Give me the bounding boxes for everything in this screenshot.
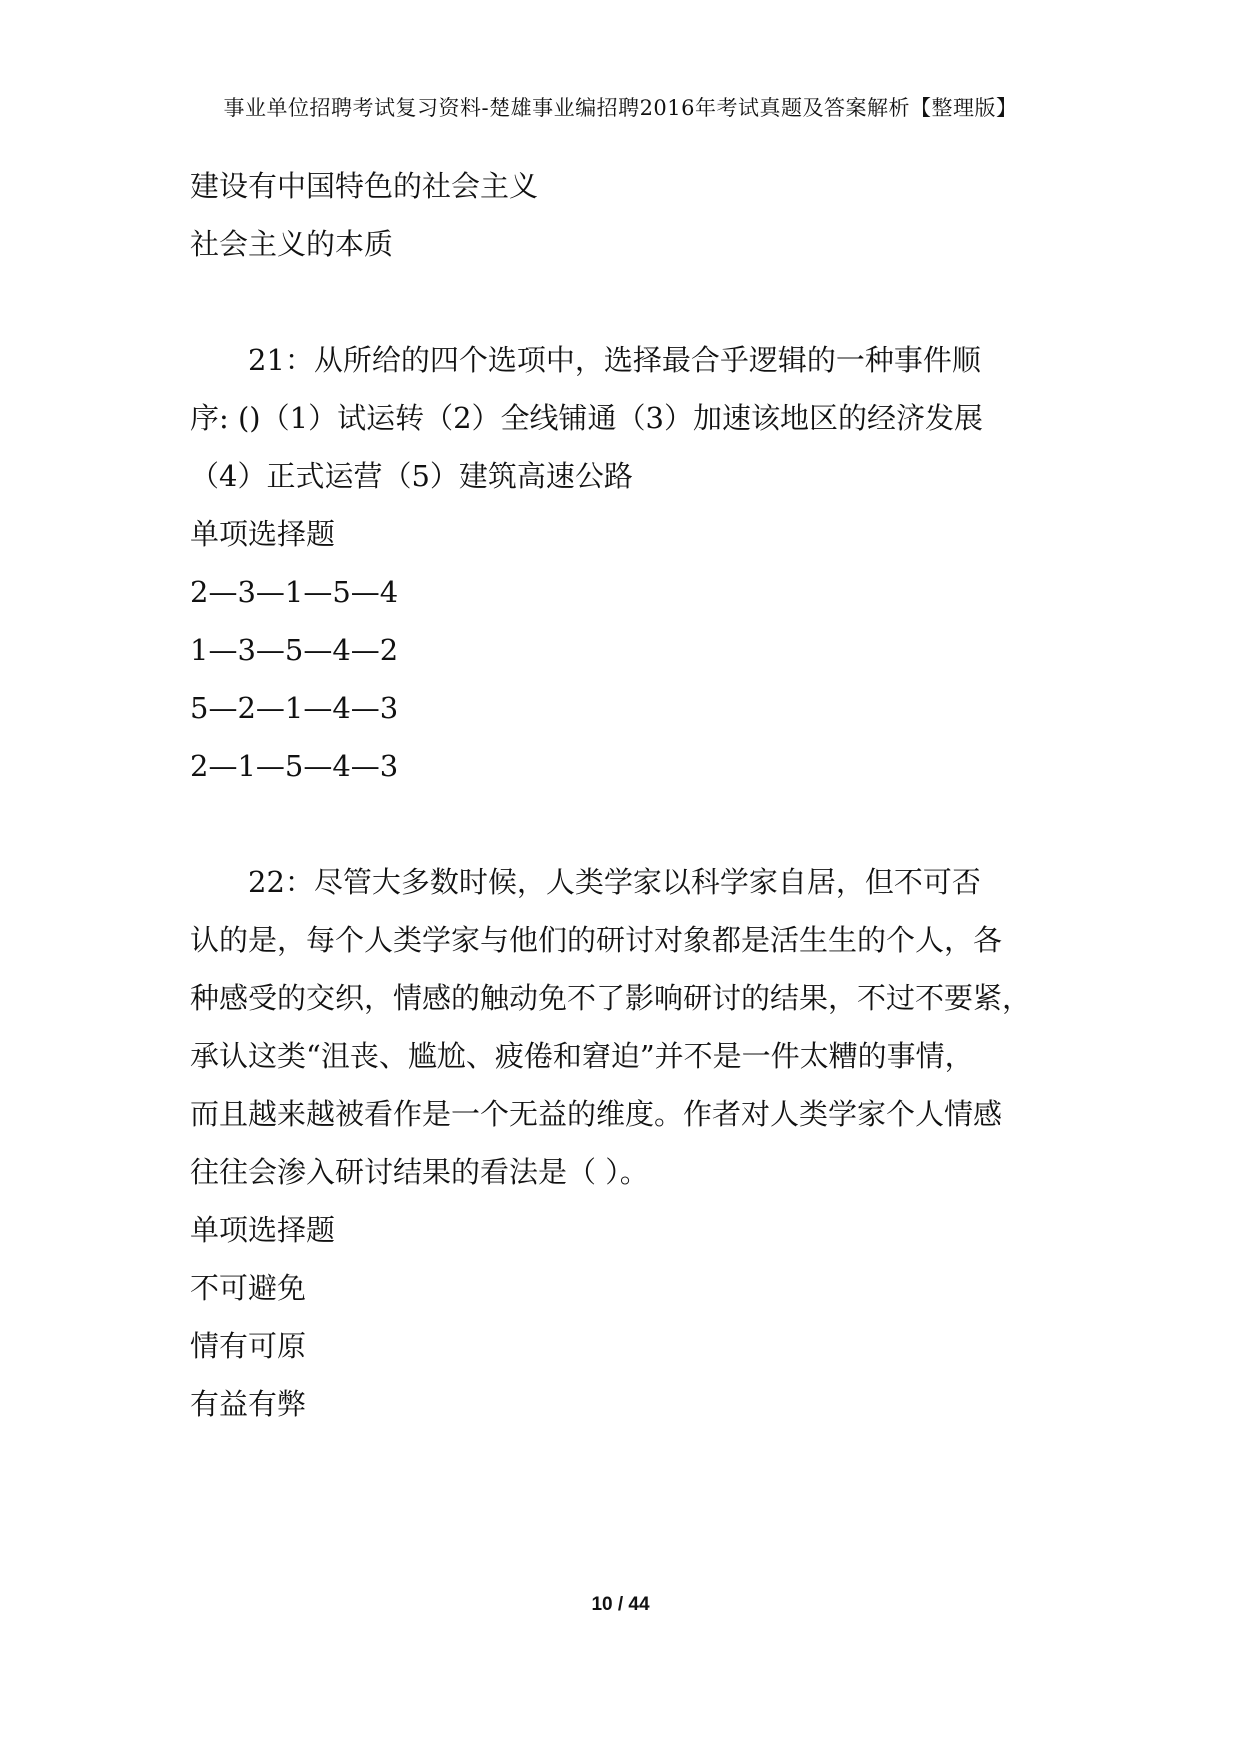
question-21-text: 序: ()（1）试运转（2）全线铺通（3）加速该地区的经济发展	[190, 401, 983, 435]
option-text: 社会主义的本质	[190, 227, 394, 261]
question-type-label: 单项选择题	[190, 1213, 336, 1247]
question-22-text: 种感受的交织，情感的触动免不了影响研讨的结果，不过不要紧，	[190, 981, 1032, 1015]
answer-option: 不可避免	[190, 1271, 307, 1305]
question-type-label: 单项选择题	[190, 517, 336, 551]
page-number: 10 / 44	[591, 1594, 650, 1615]
answer-option: 情有可原	[190, 1329, 307, 1363]
question-21-text: 21：从所给的四个选项中，选择最合乎逻辑的一种事件顺	[248, 343, 981, 377]
answer-option: 1—3—5—4—2	[190, 633, 399, 667]
answer-option: 有益有弊	[190, 1387, 307, 1421]
question-21-text: （4）正式运营（5）建筑高速公路	[190, 459, 633, 493]
question-22-text: 往往会渗入研讨结果的看法是（ ）。	[190, 1155, 649, 1189]
document-header: 事业单位招聘考试复习资料-楚雄事业编招聘2016年考试真题及答案解析【整理版】	[223, 96, 1018, 120]
answer-option: 2—1—5—4—3	[190, 749, 399, 783]
option-text: 建设有中国特色的社会主义	[190, 169, 539, 203]
question-22-text: 22：尽管大多数时候，人类学家以科学家自居，但不可否	[248, 865, 981, 899]
question-22-text: 承认这类“沮丧、尴尬、疲倦和窘迫”并不是一件太糟的事情，	[190, 1039, 974, 1073]
answer-option: 5—2—1—4—3	[190, 691, 399, 725]
question-22-text: 认的是，每个人类学家与他们的研讨对象都是活生生的个人，各	[190, 923, 1003, 957]
answer-option: 2—3—1—5—4	[190, 575, 399, 609]
question-22-text: 而且越来越被看作是一个无益的维度。作者对人类学家个人情感	[190, 1097, 1003, 1131]
